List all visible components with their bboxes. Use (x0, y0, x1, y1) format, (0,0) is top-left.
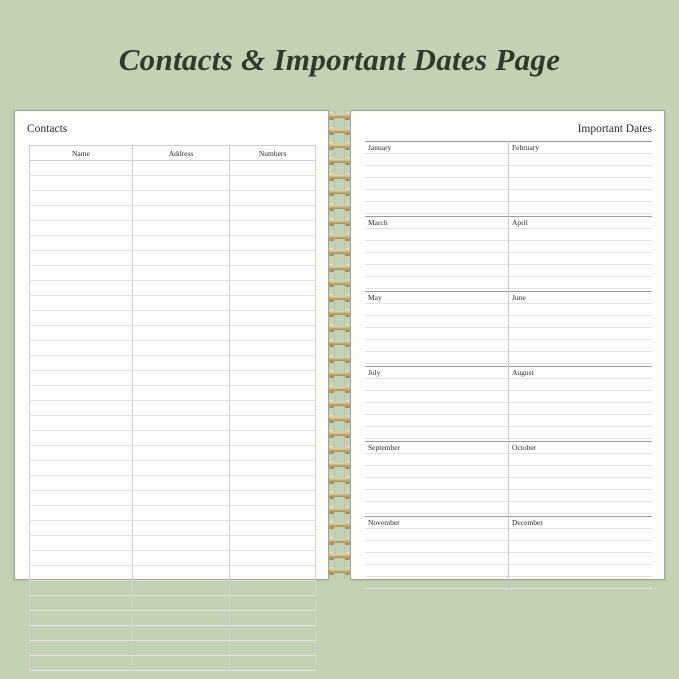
contacts-cell[interactable] (132, 371, 229, 386)
contacts-cell[interactable] (30, 641, 133, 656)
month-block[interactable] (509, 217, 653, 292)
month-writing-area[interactable] (365, 367, 508, 441)
table-row[interactable] (30, 476, 316, 491)
table-row[interactable] (30, 626, 316, 641)
contacts-cell[interactable] (230, 236, 316, 251)
table-row[interactable] (30, 401, 316, 416)
contacts-cell[interactable] (30, 371, 133, 386)
month-label: April (512, 218, 528, 227)
month-block[interactable] (365, 217, 509, 292)
spiral-binding (329, 110, 350, 580)
table-row[interactable] (30, 266, 316, 281)
contacts-cell[interactable] (132, 566, 229, 581)
contacts-cell[interactable] (230, 176, 316, 191)
contacts-cell[interactable] (30, 191, 133, 206)
contacts-cell[interactable] (30, 506, 133, 521)
contacts-cell[interactable] (132, 206, 229, 221)
table-row[interactable] (30, 206, 316, 221)
contacts-cell[interactable] (132, 161, 229, 176)
month-row (365, 367, 652, 442)
table-row[interactable] (30, 521, 316, 536)
contacts-cell[interactable] (132, 341, 229, 356)
spiral-coil (329, 521, 350, 529)
month-writing-area[interactable] (509, 142, 652, 216)
spiral-coil (329, 309, 350, 317)
month-writing-area[interactable] (509, 442, 652, 516)
contacts-cell[interactable] (132, 401, 229, 416)
spiral-coil (329, 552, 350, 560)
table-row[interactable] (30, 461, 316, 476)
month-block[interactable] (365, 292, 509, 367)
spiral-coil (329, 491, 350, 499)
table-row[interactable] (30, 506, 316, 521)
table-row[interactable] (30, 326, 316, 341)
contacts-cell[interactable] (30, 161, 133, 176)
table-row[interactable] (30, 581, 316, 596)
contacts-cell[interactable] (230, 656, 316, 671)
contacts-cell[interactable] (30, 536, 133, 551)
month-label: December (512, 518, 543, 527)
contacts-cell[interactable] (132, 296, 229, 311)
contacts-cell[interactable] (30, 626, 133, 641)
contacts-cell[interactable] (132, 581, 229, 596)
contacts-cell[interactable] (230, 401, 316, 416)
contacts-cell[interactable] (30, 581, 133, 596)
month-block[interactable] (509, 367, 653, 442)
table-row[interactable] (30, 341, 316, 356)
contacts-cell[interactable] (30, 221, 133, 236)
contacts-cell[interactable] (132, 611, 229, 626)
contacts-cell[interactable] (30, 311, 133, 326)
contacts-cell[interactable] (30, 206, 133, 221)
spiral-coil (329, 355, 350, 363)
contacts-cell[interactable] (230, 386, 316, 401)
contacts-cell[interactable] (30, 356, 133, 371)
contacts-cell[interactable] (30, 251, 133, 266)
contacts-cell[interactable] (132, 551, 229, 566)
month-block[interactable] (509, 442, 653, 517)
table-row[interactable] (30, 176, 316, 191)
contacts-cell[interactable] (230, 206, 316, 221)
contacts-cell[interactable] (230, 251, 316, 266)
contacts-cell[interactable] (132, 311, 229, 326)
contacts-cell[interactable] (132, 176, 229, 191)
spiral-coil (329, 112, 350, 120)
spiral-coil (329, 294, 350, 302)
contacts-cell[interactable] (132, 431, 229, 446)
table-row[interactable] (30, 536, 316, 551)
contacts-cell[interactable] (132, 356, 229, 371)
month-row (365, 142, 652, 217)
contacts-page (14, 110, 329, 580)
month-writing-area[interactable] (509, 517, 652, 591)
table-row[interactable] (30, 296, 316, 311)
contacts-cell[interactable] (30, 176, 133, 191)
contacts-cell[interactable] (230, 266, 316, 281)
contacts-cell[interactable] (30, 656, 133, 671)
month-row (365, 517, 652, 592)
table-row[interactable] (30, 221, 316, 236)
month-writing-area[interactable] (365, 442, 508, 516)
month-label: August (512, 368, 534, 377)
contacts-cell[interactable] (132, 491, 229, 506)
table-row[interactable] (30, 251, 316, 266)
contacts-cell[interactable] (230, 281, 316, 296)
spiral-coil (329, 127, 350, 135)
spiral-coil (329, 157, 350, 165)
month-label: May (368, 293, 382, 302)
month-block[interactable] (509, 142, 653, 217)
contacts-cell[interactable] (30, 281, 133, 296)
contacts-cell[interactable] (230, 566, 316, 581)
spiral-coil (329, 248, 350, 256)
spiral-coil (329, 385, 350, 393)
important-dates-page (350, 110, 665, 580)
month-writing-area[interactable] (509, 292, 652, 366)
contacts-cell[interactable] (132, 446, 229, 461)
table-row[interactable] (30, 596, 316, 611)
contacts-cell[interactable] (132, 416, 229, 431)
contacts-cell[interactable] (30, 236, 133, 251)
contacts-cell[interactable] (30, 461, 133, 476)
table-row[interactable] (30, 641, 316, 656)
contacts-cell[interactable] (30, 566, 133, 581)
table-row[interactable] (30, 611, 316, 626)
month-writing-area[interactable] (509, 217, 652, 291)
table-row[interactable] (30, 566, 316, 581)
contacts-cell[interactable] (30, 551, 133, 566)
table-row[interactable] (30, 281, 316, 296)
contacts-cell[interactable] (230, 326, 316, 341)
contacts-cell[interactable] (230, 641, 316, 656)
contacts-cell[interactable] (132, 266, 229, 281)
contacts-cell[interactable] (230, 191, 316, 206)
month-writing-area[interactable] (365, 142, 508, 216)
important-dates-heading: Important Dates (577, 123, 652, 135)
column-header-address: Address (132, 146, 229, 161)
contacts-cell[interactable] (132, 461, 229, 476)
contacts-cell[interactable] (230, 356, 316, 371)
spiral-coil (329, 537, 350, 545)
spiral-coil (329, 142, 350, 150)
table-row[interactable] (30, 416, 316, 431)
contacts-cell[interactable] (132, 386, 229, 401)
month-label: March (368, 218, 388, 227)
contacts-cell[interactable] (230, 446, 316, 461)
month-label: October (512, 443, 537, 452)
contacts-cell[interactable] (230, 461, 316, 476)
contacts-cell[interactable] (230, 371, 316, 386)
month-label: July (368, 368, 381, 377)
month-label: June (512, 293, 526, 302)
contacts-cell[interactable] (30, 521, 133, 536)
table-row[interactable] (30, 656, 316, 671)
spiral-coil (329, 567, 350, 575)
table-row[interactable] (30, 446, 316, 461)
contacts-cell[interactable] (230, 431, 316, 446)
column-header-name: Name (30, 146, 133, 161)
contacts-cell[interactable] (30, 446, 133, 461)
contacts-cell[interactable] (132, 626, 229, 641)
contacts-cell[interactable] (230, 311, 316, 326)
spiral-coil (329, 446, 350, 454)
month-writing-area[interactable] (365, 517, 508, 591)
contacts-table (29, 145, 316, 671)
important-dates-grid (365, 141, 652, 591)
contacts-cell[interactable] (30, 326, 133, 341)
contacts-cell[interactable] (132, 521, 229, 536)
contacts-cell[interactable] (230, 476, 316, 491)
contacts-cell[interactable] (230, 296, 316, 311)
contacts-cell[interactable] (30, 596, 133, 611)
month-label: September (368, 443, 401, 452)
contacts-cell[interactable] (230, 536, 316, 551)
month-writing-area[interactable] (509, 367, 652, 441)
contacts-cell[interactable] (230, 551, 316, 566)
spiral-coil (329, 188, 350, 196)
month-block[interactable] (509, 292, 653, 367)
spiral-coil (329, 203, 350, 211)
contacts-cell[interactable] (30, 386, 133, 401)
contacts-cell[interactable] (132, 221, 229, 236)
column-header-numbers: Numbers (230, 146, 316, 161)
contacts-cell[interactable] (230, 416, 316, 431)
month-writing-area[interactable] (365, 292, 508, 366)
contacts-cell[interactable] (30, 611, 133, 626)
spiral-coil (329, 173, 350, 181)
contacts-cell[interactable] (230, 581, 316, 596)
contacts-header-row (30, 146, 316, 161)
month-block[interactable] (509, 517, 653, 592)
month-label: January (368, 143, 392, 152)
contacts-cell[interactable] (30, 296, 133, 311)
spiral-coil (329, 264, 350, 272)
contacts-cell[interactable] (30, 431, 133, 446)
contacts-cell[interactable] (132, 326, 229, 341)
contacts-cell[interactable] (230, 221, 316, 236)
contacts-cell[interactable] (30, 401, 133, 416)
contacts-cell[interactable] (30, 491, 133, 506)
contacts-cell[interactable] (30, 266, 133, 281)
contacts-cell[interactable] (230, 521, 316, 536)
contacts-cell[interactable] (230, 506, 316, 521)
contacts-cell[interactable] (230, 596, 316, 611)
month-block[interactable] (365, 142, 509, 217)
contacts-cell[interactable] (132, 656, 229, 671)
table-row[interactable] (30, 191, 316, 206)
table-row[interactable] (30, 491, 316, 506)
table-row[interactable] (30, 311, 316, 326)
month-block[interactable] (365, 367, 509, 442)
month-block[interactable] (365, 517, 509, 592)
contacts-cell[interactable] (230, 611, 316, 626)
contacts-cell[interactable] (132, 596, 229, 611)
contacts-cell[interactable] (230, 341, 316, 356)
spiral-coil (329, 279, 350, 287)
contacts-cell[interactable] (30, 476, 133, 491)
contacts-cell[interactable] (132, 281, 229, 296)
month-label: November (368, 518, 400, 527)
spiral-coil (329, 400, 350, 408)
spiral-coil (329, 339, 350, 347)
table-row[interactable] (30, 551, 316, 566)
table-row[interactable] (30, 386, 316, 401)
month-writing-area[interactable] (365, 217, 508, 291)
contacts-cell[interactable] (30, 416, 133, 431)
contacts-cell[interactable] (132, 536, 229, 551)
contacts-cell[interactable] (132, 641, 229, 656)
contacts-cell[interactable] (132, 506, 229, 521)
table-row[interactable] (30, 236, 316, 251)
table-row[interactable] (30, 356, 316, 371)
spiral-coil (329, 233, 350, 241)
table-row[interactable] (30, 371, 316, 386)
contacts-cell[interactable] (230, 626, 316, 641)
contacts-heading: Contacts (27, 123, 68, 135)
page-title: Contacts & Important Dates Page (118, 42, 561, 77)
spiral-coil (329, 324, 350, 332)
month-label: February (512, 143, 540, 152)
spiral-coil (329, 370, 350, 378)
spiral-coil (329, 476, 350, 484)
contacts-cell[interactable] (230, 161, 316, 176)
contacts-cell[interactable] (132, 236, 229, 251)
spiral-coil (329, 461, 350, 469)
month-row (365, 292, 652, 367)
contacts-cell[interactable] (30, 341, 133, 356)
spiral-coil (329, 218, 350, 226)
spiral-coil (329, 415, 350, 423)
spiral-coil (329, 506, 350, 514)
month-row (365, 442, 652, 517)
contacts-cell[interactable] (132, 251, 229, 266)
notebook-spread (14, 110, 665, 580)
contacts-cell[interactable] (230, 491, 316, 506)
contacts-cell[interactable] (132, 476, 229, 491)
table-row[interactable] (30, 161, 316, 176)
month-block[interactable] (365, 442, 509, 517)
contacts-cell[interactable] (132, 191, 229, 206)
month-row (365, 217, 652, 292)
spiral-coil (329, 430, 350, 438)
table-row[interactable] (30, 431, 316, 446)
